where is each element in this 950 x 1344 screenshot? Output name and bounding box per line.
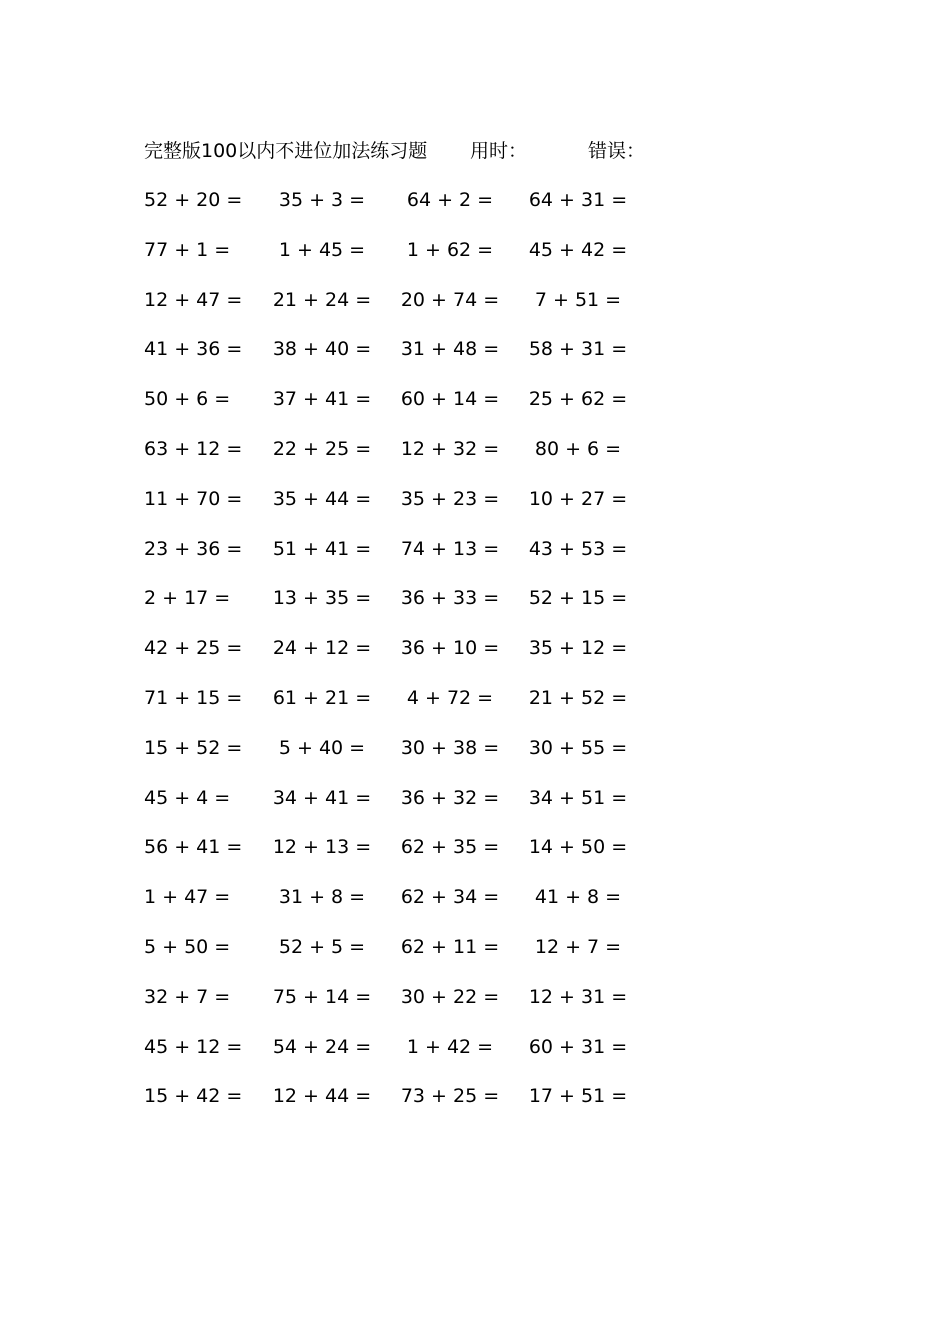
addition-problem: 1 + 42 = <box>406 1035 494 1058</box>
addition-problem: 51 + 41 = <box>272 537 372 560</box>
addition-problem: 50 + 6 = <box>144 388 231 411</box>
addition-problem: 37 + 41 = <box>272 388 372 411</box>
worksheet-title: 完整版100以内不进位加法练习题 <box>144 140 428 162</box>
addition-problem: 15 + 42 = <box>144 1085 243 1108</box>
addition-problem: 31 + 48 = <box>400 338 500 361</box>
problem-row <box>144 235 664 285</box>
addition-problem: 42 + 25 = <box>144 637 243 660</box>
addition-problem: 41 + 8 = <box>534 886 622 909</box>
addition-problem: 45 + 42 = <box>528 238 628 261</box>
addition-problem: 12 + 31 = <box>528 985 628 1008</box>
worksheet-header <box>144 136 744 166</box>
addition-problem: 30 + 55 = <box>528 736 628 759</box>
addition-problem: 38 + 40 = <box>272 338 372 361</box>
addition-problem: 7 + 51 = <box>534 288 622 311</box>
addition-problem: 62 + 35 = <box>400 836 500 859</box>
addition-problem: 1 + 45 = <box>278 238 366 261</box>
addition-problem: 34 + 51 = <box>528 786 628 809</box>
addition-problem: 21 + 24 = <box>272 288 372 311</box>
addition-problem: 1 + 62 = <box>406 238 494 261</box>
addition-problem: 43 + 53 = <box>528 537 628 560</box>
addition-problem: 52 + 15 = <box>528 587 628 610</box>
addition-problem: 31 + 8 = <box>278 886 366 909</box>
addition-problem: 34 + 41 = <box>272 786 372 809</box>
addition-problem: 13 + 35 = <box>272 587 372 610</box>
addition-problem: 73 + 25 = <box>400 1085 500 1108</box>
addition-problem: 56 + 41 = <box>144 836 243 859</box>
addition-problem: 64 + 31 = <box>528 189 628 211</box>
problem-row <box>144 733 664 783</box>
addition-problem: 36 + 10 = <box>400 637 500 660</box>
addition-problem: 45 + 4 = <box>144 786 231 809</box>
addition-problem: 24 + 12 = <box>272 637 372 660</box>
problem-row <box>144 783 664 833</box>
problem-row <box>144 633 664 683</box>
addition-problem: 41 + 36 = <box>144 338 243 361</box>
addition-problem: 35 + 3 = <box>278 189 366 211</box>
problem-row <box>144 285 664 335</box>
addition-problem: 60 + 14 = <box>400 388 500 411</box>
addition-problem: 20 + 74 = <box>400 288 500 311</box>
addition-problem: 52 + 5 = <box>278 935 366 958</box>
addition-problem: 74 + 13 = <box>400 537 500 560</box>
addition-problem: 5 + 50 = <box>144 935 231 958</box>
addition-problem: 17 + 51 = <box>528 1085 628 1108</box>
addition-problem: 14 + 50 = <box>528 836 628 859</box>
addition-problem: 63 + 12 = <box>144 437 243 460</box>
addition-problem: 71 + 15 = <box>144 686 243 709</box>
problem-row <box>144 334 664 384</box>
problem-row <box>144 832 664 882</box>
addition-problem: 62 + 34 = <box>400 886 500 909</box>
problem-row <box>144 1032 664 1082</box>
problem-row <box>144 1081 664 1131</box>
addition-problem: 11 + 70 = <box>144 487 243 510</box>
addition-problem: 5 + 40 = <box>278 736 366 759</box>
addition-problem: 21 + 52 = <box>528 686 628 709</box>
addition-problem: 12 + 13 = <box>272 836 372 859</box>
addition-problem: 12 + 44 = <box>272 1085 372 1108</box>
addition-problem: 35 + 23 = <box>400 487 500 510</box>
addition-problem: 12 + 47 = <box>144 288 243 311</box>
addition-problem: 30 + 22 = <box>400 985 500 1008</box>
addition-problem: 36 + 33 = <box>400 587 500 610</box>
addition-problem: 54 + 24 = <box>272 1035 372 1058</box>
problem-row <box>144 982 664 1032</box>
problem-row <box>144 534 664 584</box>
addition-problem: 22 + 25 = <box>272 437 372 460</box>
addition-problem: 58 + 31 = <box>528 338 628 361</box>
problem-row <box>144 932 664 982</box>
problem-row <box>144 185 664 235</box>
addition-problem: 61 + 21 = <box>272 686 372 709</box>
addition-problem: 35 + 44 = <box>272 487 372 510</box>
problem-row <box>144 484 664 534</box>
addition-problem: 35 + 12 = <box>528 637 628 660</box>
problem-row <box>144 434 664 484</box>
addition-problem: 62 + 11 = <box>400 935 500 958</box>
problem-row <box>144 384 664 434</box>
addition-problem: 45 + 12 = <box>144 1035 243 1058</box>
addition-problem: 25 + 62 = <box>528 388 628 411</box>
addition-problem: 23 + 36 = <box>144 537 243 560</box>
addition-problem: 12 + 7 = <box>534 935 622 958</box>
addition-problem: 4 + 72 = <box>406 686 494 709</box>
addition-problem: 60 + 31 = <box>528 1035 628 1058</box>
addition-problem: 12 + 32 = <box>400 437 500 460</box>
addition-problem: 36 + 32 = <box>400 786 500 809</box>
addition-problem: 52 + 20 = <box>144 189 243 211</box>
problem-grid <box>144 185 664 1131</box>
addition-problem: 2 + 17 = <box>144 587 231 610</box>
addition-problem: 75 + 14 = <box>272 985 372 1008</box>
time-label: 用时： <box>470 140 528 162</box>
problem-row <box>144 683 664 733</box>
addition-problem: 10 + 27 = <box>528 487 628 510</box>
addition-problem: 64 + 2 = <box>406 189 494 211</box>
addition-problem: 1 + 47 = <box>144 886 231 909</box>
addition-problem: 30 + 38 = <box>400 736 500 759</box>
problem-row <box>144 583 664 633</box>
addition-problem: 32 + 7 = <box>144 985 231 1008</box>
addition-problem: 77 + 1 = <box>144 238 231 261</box>
addition-problem: 15 + 52 = <box>144 736 243 759</box>
addition-problem: 80 + 6 = <box>534 437 622 460</box>
error-label: 错误： <box>588 140 646 162</box>
problem-row <box>144 882 664 932</box>
